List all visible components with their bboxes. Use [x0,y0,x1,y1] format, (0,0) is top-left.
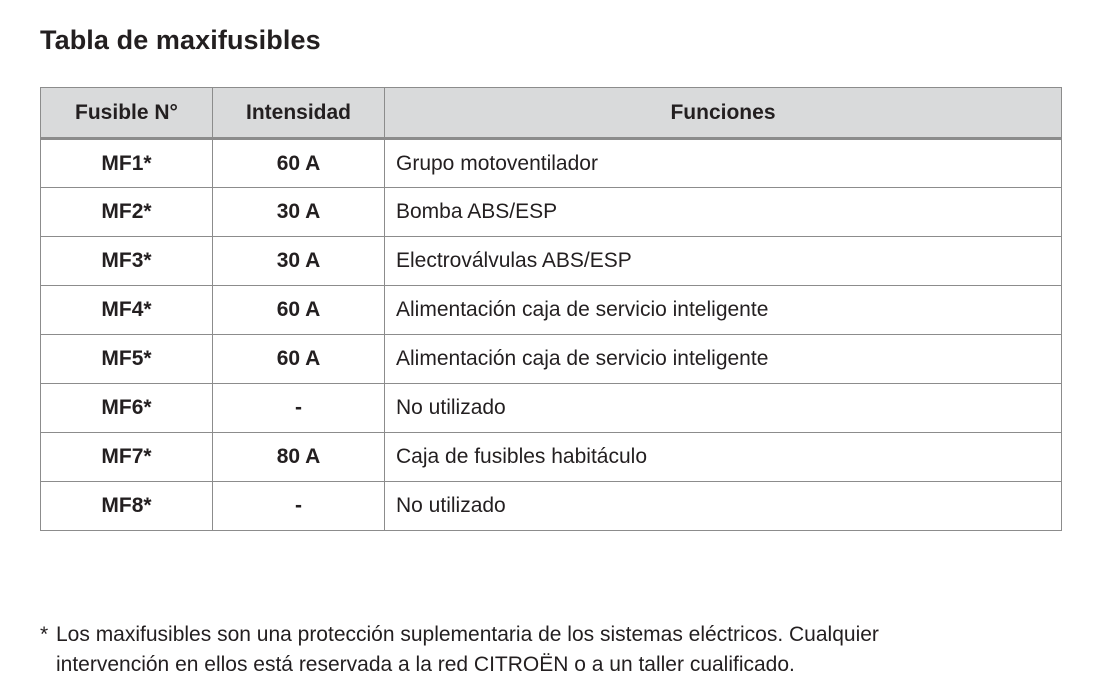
footnote-marker: * [40,623,49,646]
header-functions: Funciones [385,88,1062,139]
fuse-number-cell: MF7* [41,433,213,482]
fuse-number-cell: MF1* [41,139,213,188]
table-header-row [41,88,1062,139]
header-amperage: Intensidad [213,88,385,139]
amperage-cell: - [213,384,385,433]
table-row [41,482,1062,531]
footnote-line: intervención en ellos está reservada a la red CITROËN o a un taller cualificado. [56,653,795,676]
function-cell: Electroválvulas ABS/ESP [385,237,1062,286]
table-row [41,237,1062,286]
table-row [41,335,1062,384]
header-fuse-number: Fusible N° [41,88,213,139]
table-row [41,139,1062,188]
amperage-cell: 60 A [213,286,385,335]
amperage-cell: 80 A [213,433,385,482]
fuse-number-cell: MF6* [41,384,213,433]
function-cell: No utilizado [385,384,1062,433]
amperage-cell: 30 A [213,188,385,237]
footnote-line: Los maxifusibles son una protección suplementaria de los sistemas eléctricos. Cualquier [56,623,879,646]
fuse-number-cell: MF8* [41,482,213,531]
function-cell: Bomba ABS/ESP [385,188,1062,237]
amperage-cell: 60 A [213,139,385,188]
fuse-number-cell: MF2* [41,188,213,237]
amperage-cell: 30 A [213,237,385,286]
function-cell: Grupo motoventilador [385,139,1062,188]
footnote [40,620,1040,680]
function-cell: No utilizado [385,482,1062,531]
table-row [41,188,1062,237]
table-row [41,286,1062,335]
function-cell: Caja de fusibles habitáculo [385,433,1062,482]
amperage-cell: - [213,482,385,531]
function-cell: Alimentación caja de servicio inteligente [385,286,1062,335]
amperage-cell: 60 A [213,335,385,384]
fuse-number-cell: MF3* [41,237,213,286]
fuse-number-cell: MF5* [41,335,213,384]
function-cell: Alimentación caja de servicio inteligente [385,335,1062,384]
table-row [41,384,1062,433]
fuse-number-cell: MF4* [41,286,213,335]
fuse-table [40,87,1062,531]
table-row [41,433,1062,482]
page-title: Tabla de maxifusibles [40,25,321,55]
